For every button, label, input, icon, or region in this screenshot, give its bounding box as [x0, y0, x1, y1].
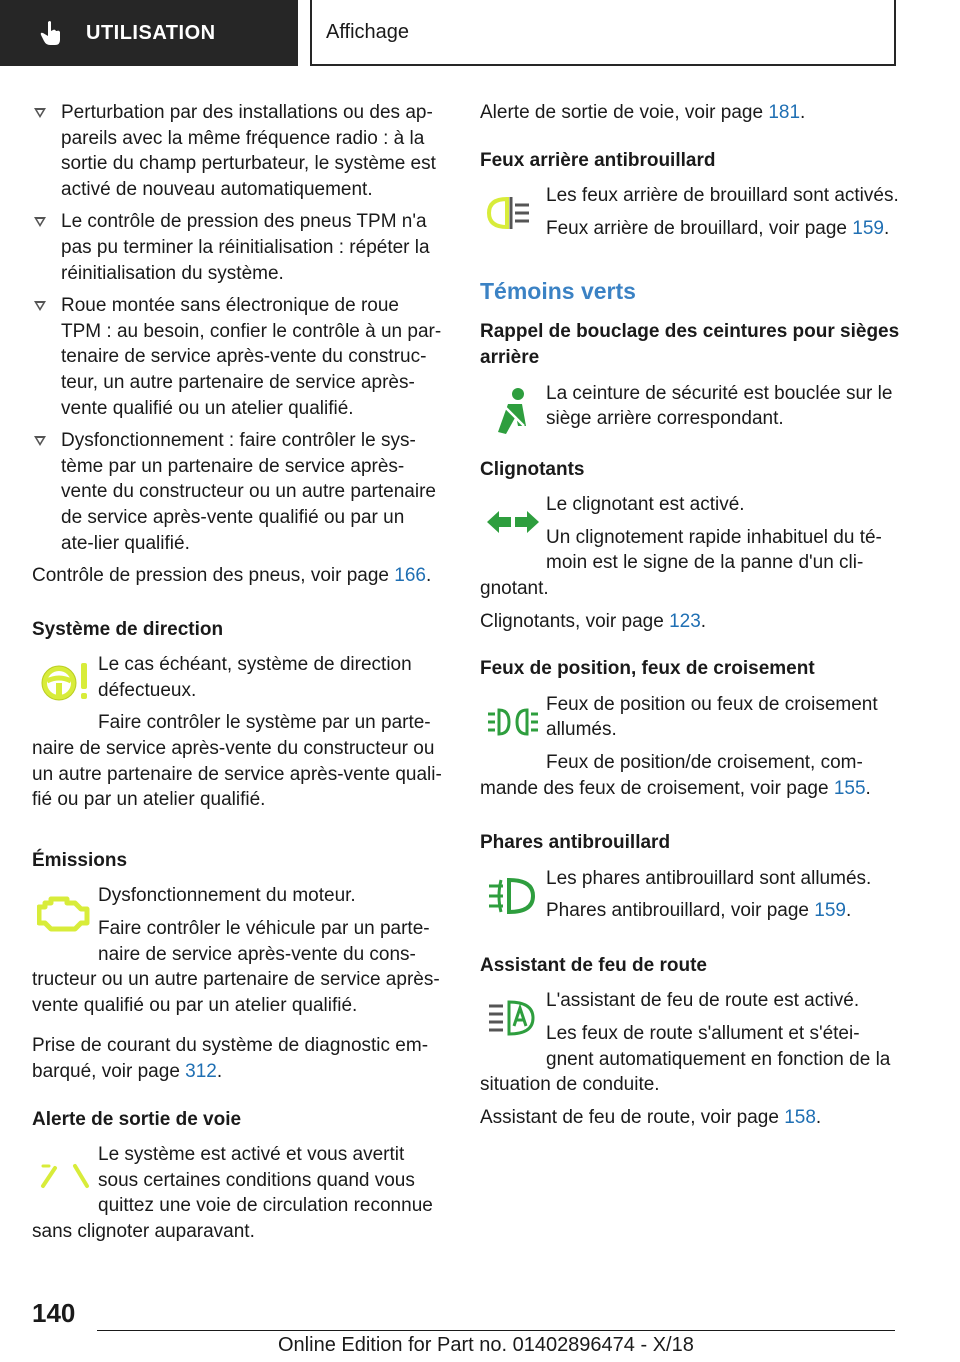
seatbelt-icon — [488, 386, 538, 436]
turn-reference: Clignotants, voir page 123. — [480, 610, 707, 632]
front-fog-heading: Phares antibrouillard — [480, 832, 671, 854]
obd-reference: Prise de courant du système de diagnostic em-barqué, voir page 312. — [32, 1035, 429, 1082]
page-header — [0, 0, 960, 66]
lane-departure-icon — [37, 1152, 93, 1192]
lane-reference: Alerte de sortie de voie, voir page 181. — [480, 102, 806, 123]
page-link[interactable]: 159 — [814, 900, 846, 922]
page-link[interactable]: 158 — [784, 1106, 816, 1128]
engine-check-icon — [37, 893, 93, 933]
turn-signal-icon — [485, 507, 541, 537]
section-title: UTILISATION — [86, 21, 216, 44]
right-column — [480, 100, 900, 1137]
bullet-triangle-icon — [34, 301, 46, 311]
page-link[interactable]: 181 — [768, 102, 801, 123]
page-link[interactable]: 155 — [833, 777, 866, 799]
bullet-triangle-icon — [34, 436, 46, 446]
front-fog-light-icon — [485, 874, 541, 918]
steering-heading: Système de direction — [32, 618, 224, 640]
tpm-bullet-list — [32, 100, 442, 556]
turn-heading: Clignotants — [480, 458, 585, 480]
turn-indicator: Le clignotant est activé. Un clignotement rapide inhabituel du té-moin est le signe de la panne d'un cli-gnotant. — [480, 494, 882, 599]
emissions-heading: Émissions — [32, 849, 128, 871]
page-number: 140 — [32, 1298, 76, 1328]
list-item: Le contrôle de pression des pneus TPM n'a pas pu terminer la réinitialisation : répéter la réinitialisation du système. — [32, 209, 442, 286]
page-link[interactable]: 123 — [669, 610, 701, 632]
steering-indicator: Le cas échéant, système de direction défectueux. Faire contrôler le système par un parte-naire de service après-vente du constructeur ou un autre partenaire de service après-vente quali-fié ou par un atelier qualifié. — [32, 654, 442, 811]
left-column — [32, 100, 442, 1252]
bullet-triangle-icon — [34, 217, 46, 227]
parking-light-icon — [485, 704, 541, 740]
hand-pointer-icon — [40, 20, 64, 46]
tpm-reference: Contrôle de pression des pneus, voir page 166. — [32, 565, 432, 587]
footer-divider — [97, 1330, 895, 1331]
highbeam-reference: Assistant de feu de route, voir page 158. — [480, 1106, 822, 1128]
highbeam-indicator: L'assistant de feu de route est activé. Les feux de route s'allument et s'étei-gnent automatiquement en fonction de la situation de conduite. — [480, 990, 891, 1096]
highbeam-heading: Assistant de feu de route — [480, 954, 707, 976]
green-indicators-heading: Témoins verts — [480, 278, 636, 305]
page-link[interactable]: 159 — [852, 217, 884, 239]
bullet-triangle-icon — [34, 108, 46, 118]
list-item: Dysfonctionnement : faire contrôler le sys-tème par un partenaire de service après-vente du constructeur ou un autre partenaire de service après-vente qualifié ou par un ate-lier qualifié. — [32, 428, 442, 556]
rear-fog-indicator: Les feux arrière de brouillard sont activés. Feux arrière de brouillard, voir page 159. — [480, 183, 900, 248]
list-item: Perturbation par des installations ou des ap-pareils avec la même fréquence radio : à la sortie du champ perturbateur, le système est activé de nouveau automatiquement. — [32, 100, 442, 202]
high-beam-assist-icon — [485, 996, 541, 1040]
lowbeam-indicator: Feux de position ou feux de croisement allumés. Feux de position/de croisement, com-mande des feux de croisement, voir page 155. — [480, 693, 878, 799]
section-tab — [0, 0, 298, 66]
steering-warning-icon — [37, 659, 93, 705]
lane-heading: Alerte de sortie de voie — [32, 1108, 242, 1130]
page-link[interactable]: 312 — [185, 1061, 217, 1082]
lowbeam-heading: Feux de position, feux de croisement — [480, 658, 815, 680]
belt-heading: Rappel de bouclage des ceintures pour sièges arrière — [480, 321, 900, 368]
rear-fog-light-icon — [485, 193, 541, 233]
rear-fog-heading: Feux arrière antibrouillard — [480, 149, 716, 171]
subsection-title: Affichage — [326, 20, 410, 43]
front-fog-indicator: Les phares antibrouillard sont allumés. Phares antibrouillard, voir page 159. — [480, 866, 900, 931]
subsection-tab — [310, 0, 896, 66]
page-footer — [0, 1290, 960, 1362]
emissions-indicator: Dysfonctionnement du moteur. Faire contrôler le véhicule par un parte-naire de service après-vente du cons-tructeur ou un autre partenaire de service après-vente qualifié ou par un atelier qualifié. — [32, 885, 440, 1016]
belt-indicator: La ceinture de sécurité est bouclée sur le siège arrière correspondant. — [480, 381, 900, 441]
edition-note: Online Edition for Part no. 01402896474 - X/18 — [278, 1334, 694, 1356]
list-item: Roue montée sans électronique de roue TPM : au besoin, confier le contrôle à un par-tenaire de service après-vente du construc-teur, un autre partenaire de service après-vente qualifié ou un atelier qualifié. — [32, 293, 442, 421]
page-link[interactable]: 166 — [394, 565, 426, 587]
lane-indicator: Le système est activé et vous avertit sous certaines conditions quand vous quittez une voie de circulation reconnue sans clignoter auparavant. — [32, 1144, 433, 1242]
